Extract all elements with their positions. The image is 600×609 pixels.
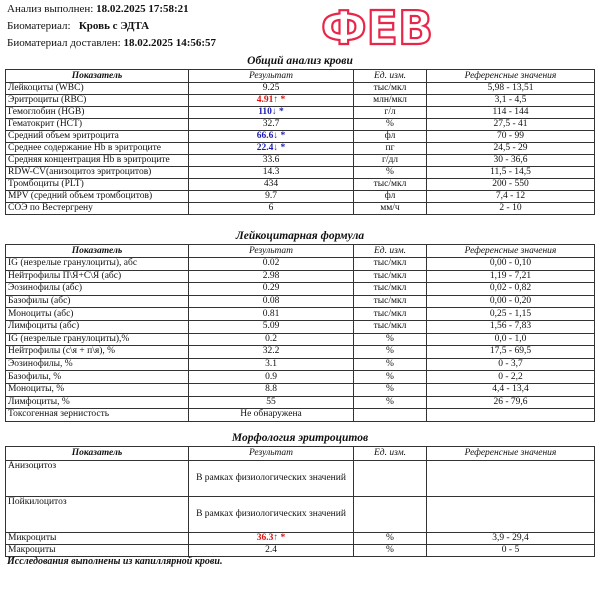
row-result: В рамках физиологических значений bbox=[189, 461, 354, 497]
row-reference: 114 - 144 bbox=[427, 107, 595, 119]
row-result: 5.09 bbox=[189, 320, 354, 333]
row-unit: г/дл bbox=[354, 155, 427, 167]
table-row bbox=[6, 461, 595, 497]
row-unit: тыс/мкл bbox=[354, 179, 427, 191]
row-name: Нейтрофилы П\Я+С\Я (абс) bbox=[6, 270, 189, 283]
row-result: Не обнаружена bbox=[189, 409, 354, 422]
leuko-table bbox=[5, 244, 595, 422]
row-unit: мм/ч bbox=[354, 203, 427, 215]
cbc-title: Общий анализ крови bbox=[247, 55, 353, 67]
row-reference: 0,25 - 1,15 bbox=[427, 308, 595, 321]
analysis-date: 18.02.2025 17:58:21 bbox=[96, 3, 189, 15]
row-name: Лимфоциты, % bbox=[6, 396, 189, 409]
row-reference: 24,5 - 29 bbox=[427, 143, 595, 155]
row-name: RDW-CV(анизоцитоз эритроцитов) bbox=[6, 167, 189, 179]
row-name: Моноциты, % bbox=[6, 383, 189, 396]
row-unit: % bbox=[354, 533, 427, 545]
row-name: Эозинофилы, % bbox=[6, 358, 189, 371]
row-reference: 200 - 550 bbox=[427, 179, 595, 191]
row-reference: 3,9 - 29,4 bbox=[427, 533, 595, 545]
row-result: 36.3↑ * bbox=[189, 533, 354, 545]
row-reference: 70 - 99 bbox=[427, 131, 595, 143]
table-row bbox=[6, 545, 595, 557]
row-result: 9.25 bbox=[189, 83, 354, 95]
col-unit: Ед. изм. bbox=[354, 70, 427, 83]
row-result: 32.7 bbox=[189, 119, 354, 131]
col-reference: Референсные значения bbox=[427, 245, 595, 258]
row-result: 0.29 bbox=[189, 283, 354, 296]
row-result: 33.6 bbox=[189, 155, 354, 167]
row-unit: млн/мкл bbox=[354, 95, 427, 107]
row-unit: % bbox=[354, 119, 427, 131]
row-result: 0.08 bbox=[189, 295, 354, 308]
row-unit: % bbox=[354, 545, 427, 557]
col-indicator: Показатель bbox=[6, 447, 189, 461]
row-result: 434 bbox=[189, 179, 354, 191]
row-reference: 0,02 - 0,82 bbox=[427, 283, 595, 296]
table-row bbox=[6, 409, 595, 422]
table-row bbox=[6, 95, 595, 107]
table-row bbox=[6, 371, 595, 384]
row-reference: 2 - 10 bbox=[427, 203, 595, 215]
row-name: СОЭ по Вестергрену bbox=[6, 203, 189, 215]
row-name: Средний объем эритроцита bbox=[6, 131, 189, 143]
analysis-label: Анализ выполнен: bbox=[7, 3, 94, 15]
table-row bbox=[6, 119, 595, 131]
row-result: 110↓ * bbox=[189, 107, 354, 119]
delivered-label: Биоматериал доставлен: bbox=[7, 37, 121, 49]
col-result: Результат bbox=[189, 70, 354, 83]
row-reference: 0 - 2,2 bbox=[427, 371, 595, 384]
row-result: 3.1 bbox=[189, 358, 354, 371]
row-result: 4.91↑ * bbox=[189, 95, 354, 107]
row-unit: тыс/мкл bbox=[354, 270, 427, 283]
row-result: 22.4↓ * bbox=[189, 143, 354, 155]
row-result: В рамках физиологических значений bbox=[189, 497, 354, 533]
handwritten-stamp bbox=[285, 4, 470, 48]
biomaterial-value: Кровь с ЭДТА bbox=[78, 20, 150, 32]
row-reference: 11,5 - 14,5 bbox=[427, 167, 595, 179]
row-result: 66.6↓ * bbox=[189, 131, 354, 143]
row-name: Моноциты (абс) bbox=[6, 308, 189, 321]
table-row bbox=[6, 179, 595, 191]
row-result: 55 bbox=[189, 396, 354, 409]
row-unit: тыс/мкл bbox=[354, 83, 427, 95]
row-name: Лейкоциты (WBC) bbox=[6, 83, 189, 95]
table-row bbox=[6, 383, 595, 396]
table-row bbox=[6, 346, 595, 359]
footer-note: Исследования выполнены из капиллярной крови. bbox=[7, 556, 223, 567]
table-row bbox=[6, 283, 595, 296]
row-reference: 5,98 - 13,51 bbox=[427, 83, 595, 95]
row-reference: 4,4 - 13,4 bbox=[427, 383, 595, 396]
row-name: Гемоглобин (HGB) bbox=[6, 107, 189, 119]
row-unit bbox=[354, 461, 427, 497]
row-unit bbox=[354, 497, 427, 533]
row-reference: 26 - 79,6 bbox=[427, 396, 595, 409]
col-indicator: Показатель bbox=[6, 70, 189, 83]
row-reference: 1,56 - 7,83 bbox=[427, 320, 595, 333]
row-reference: 0,00 - 0,10 bbox=[427, 258, 595, 271]
row-unit: % bbox=[354, 358, 427, 371]
table-row bbox=[6, 167, 595, 179]
row-unit: тыс/мкл bbox=[354, 295, 427, 308]
col-result: Результат bbox=[189, 245, 354, 258]
row-result: 2.4 bbox=[189, 545, 354, 557]
col-reference: Референсные значения bbox=[427, 70, 595, 83]
col-result: Результат bbox=[189, 447, 354, 461]
row-name: IG (незрелые гранулоциты), абс bbox=[6, 258, 189, 271]
row-result: 0.2 bbox=[189, 333, 354, 346]
table-row bbox=[6, 203, 595, 215]
row-name: Нейтрофилы (с\я + п\я), % bbox=[6, 346, 189, 359]
row-unit: % bbox=[354, 383, 427, 396]
row-reference: 3,1 - 4,5 bbox=[427, 95, 595, 107]
row-name: Макроциты bbox=[6, 545, 189, 557]
row-result: 8.8 bbox=[189, 383, 354, 396]
biomaterial-line bbox=[7, 20, 149, 33]
row-reference: 0 - 5 bbox=[427, 545, 595, 557]
row-unit: % bbox=[354, 167, 427, 179]
row-unit: фл bbox=[354, 131, 427, 143]
table-row bbox=[6, 497, 595, 533]
row-unit: тыс/мкл bbox=[354, 320, 427, 333]
row-name: Микроциты bbox=[6, 533, 189, 545]
morph-table bbox=[5, 446, 595, 557]
stamp-text: ФЕВ bbox=[320, 4, 434, 48]
col-unit: Ед. изм. bbox=[354, 447, 427, 461]
row-name: IG (незрелые гранулоциты),% bbox=[6, 333, 189, 346]
row-result: 9.7 bbox=[189, 191, 354, 203]
table-row bbox=[6, 155, 595, 167]
row-name: Базофилы, % bbox=[6, 371, 189, 384]
row-name: Пойкилоцитоз bbox=[6, 497, 189, 533]
table-row bbox=[6, 308, 595, 321]
table-row bbox=[6, 358, 595, 371]
row-name: Эритроциты (RBC) bbox=[6, 95, 189, 107]
morph-title: Морфология эритроцитов bbox=[231, 432, 369, 444]
row-result: 14.3 bbox=[189, 167, 354, 179]
col-indicator: Показатель bbox=[6, 245, 189, 258]
row-name: Базофилы (абс) bbox=[6, 295, 189, 308]
row-reference: 7,4 - 12 bbox=[427, 191, 595, 203]
row-reference bbox=[427, 497, 595, 533]
row-name: Средняя концентрация Hb в эритроците bbox=[6, 155, 189, 167]
row-reference: 27,5 - 41 bbox=[427, 119, 595, 131]
row-unit: тыс/мкл bbox=[354, 283, 427, 296]
row-unit bbox=[354, 409, 427, 422]
cbc-table bbox=[5, 69, 595, 215]
table-row bbox=[6, 258, 595, 271]
row-unit: фл bbox=[354, 191, 427, 203]
table-row bbox=[6, 107, 595, 119]
delivered-line bbox=[7, 37, 216, 50]
row-reference: 17,5 - 69,5 bbox=[427, 346, 595, 359]
table-row bbox=[6, 320, 595, 333]
row-name: Гематокрит (HCT) bbox=[6, 119, 189, 131]
row-unit: % bbox=[354, 396, 427, 409]
row-name: Токсогенная зернистость bbox=[6, 409, 189, 422]
row-result: 0.02 bbox=[189, 258, 354, 271]
table-row bbox=[6, 396, 595, 409]
row-name: Тромбоциты (PLT) bbox=[6, 179, 189, 191]
table-row bbox=[6, 191, 595, 203]
row-name: Среднее содержание Hb в эритроците bbox=[6, 143, 189, 155]
leuko-title: Лейкоцитарная формула bbox=[235, 230, 365, 242]
row-name: Лимфоциты (абс) bbox=[6, 320, 189, 333]
table-row bbox=[6, 533, 595, 545]
table-row bbox=[6, 143, 595, 155]
biomaterial-label: Биоматериал: bbox=[7, 20, 71, 32]
row-reference: 1,19 - 7,21 bbox=[427, 270, 595, 283]
row-result: 0.9 bbox=[189, 371, 354, 384]
row-result: 6 bbox=[189, 203, 354, 215]
row-unit: г/л bbox=[354, 107, 427, 119]
table-row bbox=[6, 270, 595, 283]
col-unit: Ед. изм. bbox=[354, 245, 427, 258]
analysis-date-line bbox=[7, 3, 189, 16]
row-result: 32.2 bbox=[189, 346, 354, 359]
col-reference: Референсные значения bbox=[427, 447, 595, 461]
row-name: Эозинофилы (абс) bbox=[6, 283, 189, 296]
table-row bbox=[6, 333, 595, 346]
delivered-date: 18.02.2025 14:56:57 bbox=[123, 37, 217, 49]
row-unit: % bbox=[354, 371, 427, 384]
table-row bbox=[6, 295, 595, 308]
row-unit: тыс/мкл bbox=[354, 258, 427, 271]
row-reference: 0,0 - 1,0 bbox=[427, 333, 595, 346]
row-reference bbox=[427, 461, 595, 497]
table-row bbox=[6, 83, 595, 95]
row-reference: 0,00 - 0,20 bbox=[427, 295, 595, 308]
row-unit: тыс/мкл bbox=[354, 308, 427, 321]
row-unit: % bbox=[354, 346, 427, 359]
row-name: Анизоцитоз bbox=[6, 461, 189, 497]
row-reference bbox=[427, 409, 595, 422]
row-result: 0.81 bbox=[189, 308, 354, 321]
row-reference: 0 - 3,7 bbox=[427, 358, 595, 371]
row-name: MPV (средний объем тромбоцитов) bbox=[6, 191, 189, 203]
table-row bbox=[6, 131, 595, 143]
row-reference: 30 - 36,6 bbox=[427, 155, 595, 167]
row-result: 2.98 bbox=[189, 270, 354, 283]
row-unit: пг bbox=[354, 143, 427, 155]
row-unit: % bbox=[354, 333, 427, 346]
